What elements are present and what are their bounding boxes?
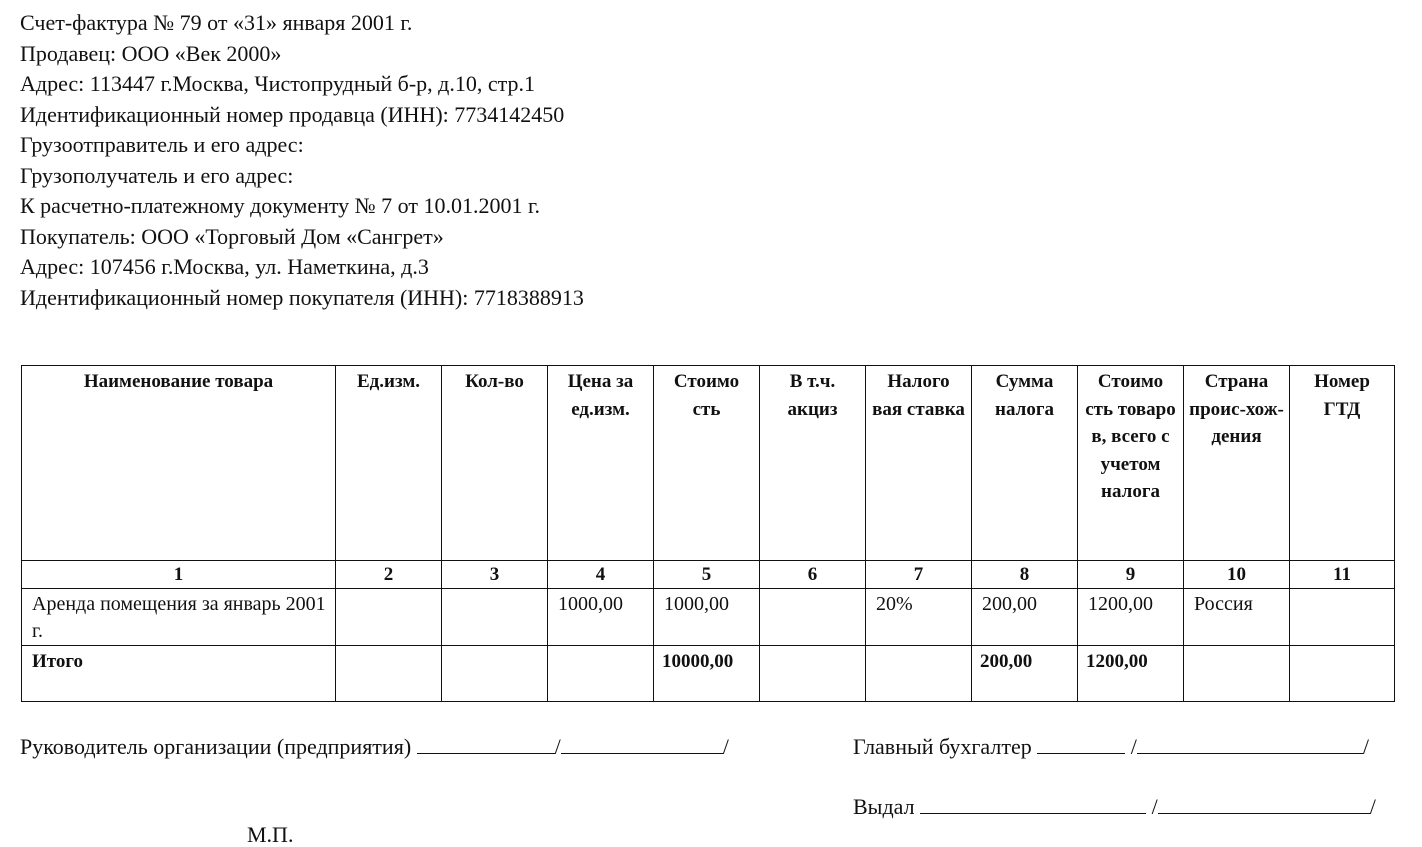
director-signature-blank (417, 733, 555, 754)
accountant-signature-blank (1037, 733, 1125, 754)
issued-signature-blank (920, 793, 1146, 814)
total-cell (866, 646, 972, 702)
table-cell: Аренда помещения за январь 2001 г. (22, 589, 336, 646)
invoice-table (21, 365, 1395, 702)
total-row (22, 646, 1395, 702)
total-cell (442, 646, 548, 702)
total-cell: 1200,00 (1078, 646, 1184, 702)
buyer-name: Покупатель: ООО «Торговый Дом «Сангрет» (20, 223, 444, 249)
slash: / (554, 734, 561, 759)
table-cell (442, 589, 548, 646)
table-header-row (22, 366, 1395, 561)
director-name-blank (561, 733, 723, 754)
column-number-row (22, 561, 1395, 589)
column-number: 6 (760, 561, 866, 589)
accountant-signature-line (853, 733, 1369, 760)
accountant-label: Главный бухгалтер (853, 734, 1032, 759)
column-header: Наименование товара (22, 366, 336, 561)
slash: / (1130, 734, 1137, 759)
column-header: Налого вая ставка (866, 366, 972, 561)
total-cell: 200,00 (972, 646, 1078, 702)
column-header: Страна проис-хож-дения (1184, 366, 1290, 561)
stamp-place: М.П. (247, 822, 294, 847)
total-cell (760, 646, 866, 702)
column-number: 10 (1184, 561, 1290, 589)
slash: / (1369, 794, 1376, 819)
table-cell: 1200,00 (1078, 589, 1184, 646)
column-header: Ед.изм. (336, 366, 442, 561)
issued-signature-line (853, 793, 1376, 820)
total-label: Итого (22, 646, 336, 702)
column-header: Стоимо сть товаро в, всего с учетом налога (1078, 366, 1184, 561)
column-number: 1 (22, 561, 336, 589)
column-number: 7 (866, 561, 972, 589)
consignor: Грузоотправитель и его адрес: (20, 132, 304, 157)
buyer-address: Адрес: 107456 г.Москва, ул. Наметкина, д.3 (20, 254, 429, 279)
table-cell: Россия (1184, 589, 1290, 646)
total-cell (1290, 646, 1395, 702)
table-cell (1290, 589, 1395, 646)
invoice-title: Счет-фактура № 79 от «31» января 2001 г. (20, 10, 413, 35)
issued-label: Выдал (853, 794, 915, 819)
column-number: 3 (442, 561, 548, 589)
table-cell (336, 589, 442, 646)
director-signature-line (20, 733, 729, 760)
table-cell: 200,00 (972, 589, 1078, 646)
seller-address: Адрес: 113447 г.Москва, Чистопрудный б-р, д.10, стр.1 (20, 71, 536, 96)
total-cell (548, 646, 654, 702)
director-label: Руководитель организации (предприятия) (20, 734, 412, 759)
column-header: Сумма налога (972, 366, 1078, 561)
column-number: 4 (548, 561, 654, 589)
seller-inn: Идентификационный номер продавца (ИНН): 7734142450 (20, 101, 565, 127)
table-cell: 20% (866, 589, 972, 646)
consignee: Грузополучатель и его адрес: (20, 162, 294, 188)
total-cell (336, 646, 442, 702)
column-number: 9 (1078, 561, 1184, 589)
column-header: Номер ГТД (1290, 366, 1395, 561)
column-header: В т.ч. акциз (760, 366, 866, 561)
payment-document: К расчетно-платежному документу № 7 от 10.01.2001 г. (20, 193, 541, 218)
seller-name: Продавец: ООО «Век 2000» (20, 40, 282, 66)
column-number: 2 (336, 561, 442, 589)
column-number: 8 (972, 561, 1078, 589)
issued-name-blank (1158, 793, 1370, 814)
table-cell: 1000,00 (548, 589, 654, 646)
invoice-header (20, 8, 1020, 313)
accountant-name-blank (1137, 733, 1363, 754)
column-number: 11 (1290, 561, 1395, 589)
column-header: Цена за ед.изм. (548, 366, 654, 561)
table-row (22, 589, 1395, 646)
slash: / (722, 734, 729, 759)
slash: / (1362, 734, 1369, 759)
column-number: 5 (654, 561, 760, 589)
column-header: Кол-во (442, 366, 548, 561)
column-header: Стоимо сть (654, 366, 760, 561)
slash: / (1151, 794, 1158, 819)
total-cell: 10000,00 (654, 646, 760, 702)
table-cell (760, 589, 866, 646)
buyer-inn: Идентификационный номер покупателя (ИНН): 7718388913 (20, 284, 584, 310)
table-cell: 1000,00 (654, 589, 760, 646)
total-cell (1184, 646, 1290, 702)
